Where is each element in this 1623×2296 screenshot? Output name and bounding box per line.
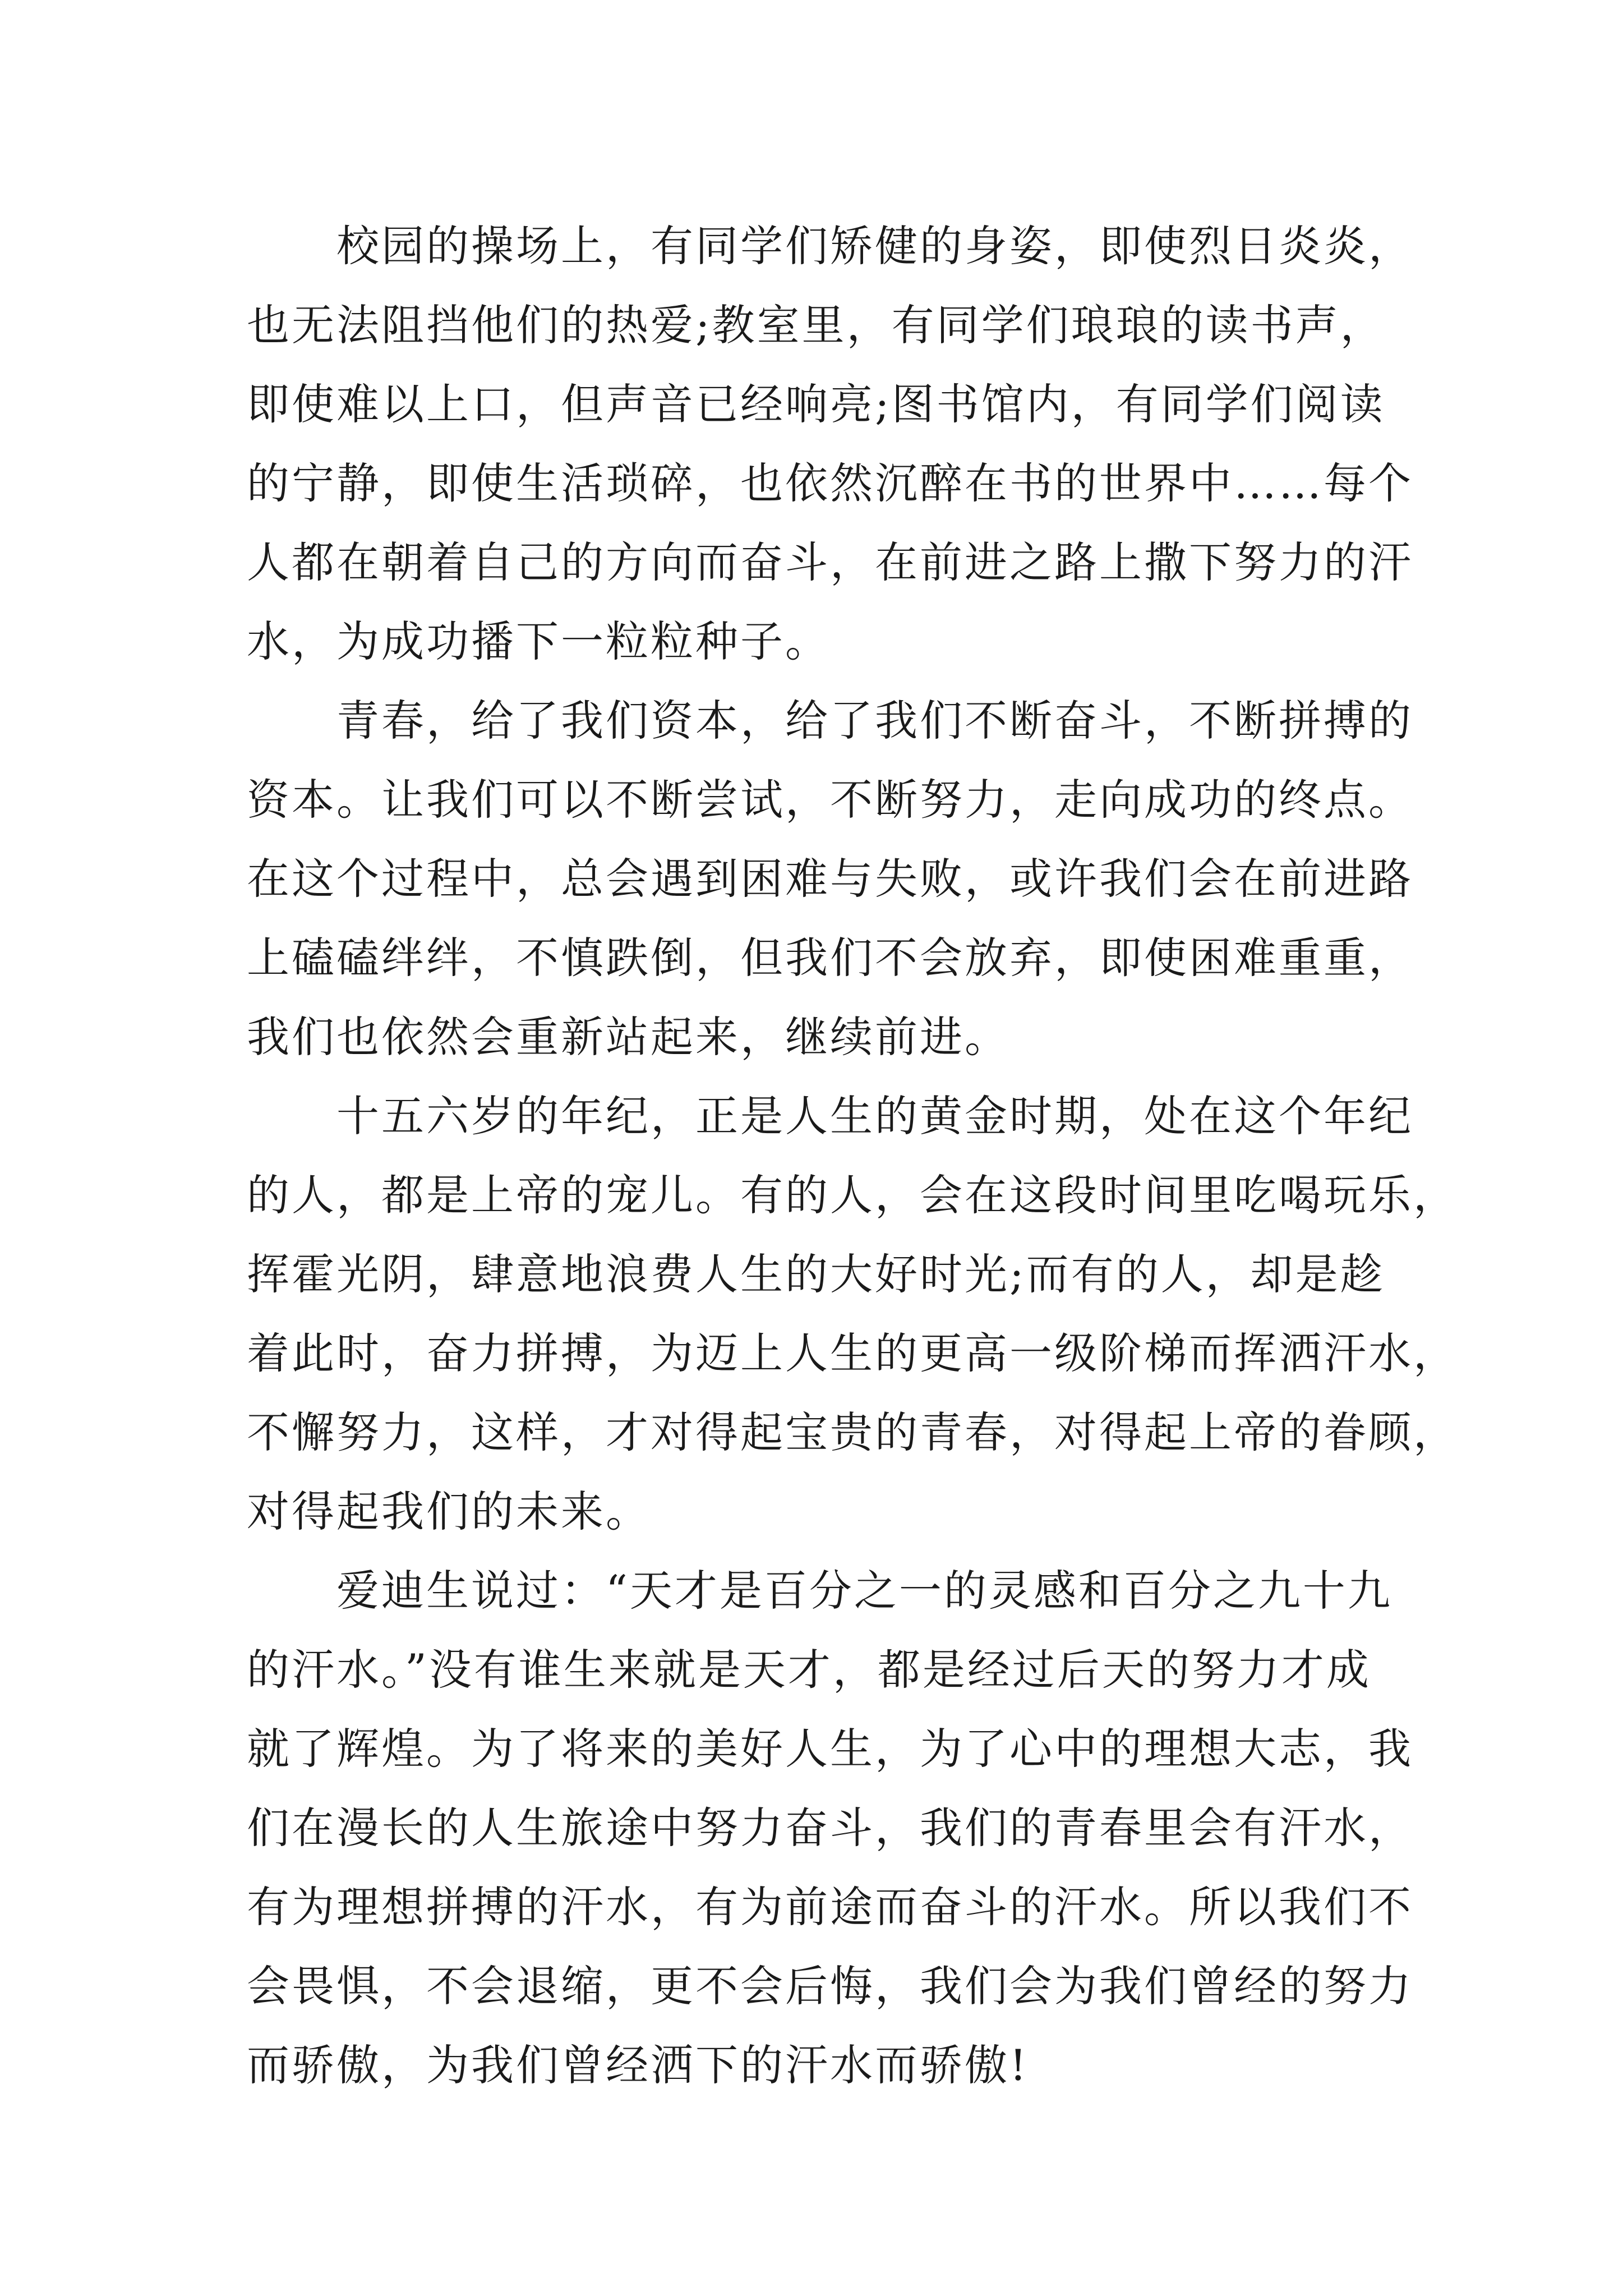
paragraph-line: 十五六岁的年纪，正是人生的黄金时期，处在这个年纪	[336, 1091, 1413, 1141]
paragraph-line: 人都在朝着自己的方向而奋斗，在前进之路上撒下努力的汗	[247, 537, 1413, 587]
paragraph-3	[247, 1076, 1458, 1551]
paragraph-line: 上磕磕绊绊，不慎跌倒，但我们不会放弃，即使困难重重，	[247, 933, 1413, 983]
paragraph-line: 挥霍光阴，肆意地浪费人生的大好时光;而有的人，却是趁	[247, 1249, 1385, 1299]
paragraph-line: 而骄傲，为我们曾经洒下的汗水而骄傲!	[247, 2040, 1029, 2090]
paragraph-line: 的人，都是上帝的宠儿。有的人，会在这段时间里吃喝玩乐，	[247, 1170, 1458, 1220]
paragraph-line: 不懈努力，这样，才对得起宝贵的青春，对得起上帝的眷顾，	[247, 1407, 1458, 1457]
paragraph-2	[247, 681, 1413, 1076]
paragraph-line: 会畏惧，不会退缩，更不会后悔，我们会为我们曾经的努力	[247, 1961, 1413, 2011]
paragraph-line: 有为理想拼搏的汗水，有为前途而奋斗的汗水。所以我们不	[247, 1882, 1413, 1932]
paragraph-line: 对得起我们的未来。	[247, 1487, 651, 1536]
paragraph-line: 即使难以上口，但声音已经响亮;图书馆内，有同学们阅读	[247, 379, 1385, 429]
paragraph-line: 资本。让我们可以不断尝试，不断努力，走向成功的终点。	[247, 775, 1413, 825]
paragraph-line: 的汗水。”没有谁生来就是天才，都是经过后天的努力才成	[247, 1645, 1371, 1695]
paragraph-line: 青春，给了我们资本，给了我们不断奋斗，不断拼搏的	[336, 696, 1413, 746]
paragraph-line: 也无法阻挡他们的热爱;教室里，有同学们琅琅的读书声，	[247, 300, 1385, 350]
paragraph-line: 水，为成功播下一粒粒种子。	[247, 616, 830, 666]
paragraph-line: 的宁静，即使生活琐碎，也依然沉醉在书的世界中……每个	[247, 458, 1413, 508]
paragraph-line: 校园的操场上，有同学们矫健的身姿，即使烈日炎炎，	[336, 221, 1413, 271]
document-body	[247, 206, 1458, 2105]
paragraph-4	[247, 1551, 1413, 2105]
paragraph-line: 着此时，奋力拼搏，为迈上人生的更高一级阶梯而挥洒汗水，	[247, 1328, 1458, 1378]
paragraph-line: 在这个过程中，总会遇到困难与失败，或许我们会在前进路	[247, 854, 1413, 904]
paragraph-line: 我们也依然会重新站起来，继续前进。	[247, 1012, 1009, 1062]
paragraph-line: 爱迪生说过：“天才是百分之一的灵感和百分之九十九	[336, 1566, 1393, 1616]
paragraph-1	[247, 206, 1413, 681]
paragraph-line: 们在漫长的人生旅途中努力奋斗，我们的青春里会有汗水，	[247, 1803, 1413, 1853]
paragraph-line: 就了辉煌。为了将来的美好人生，为了心中的理想大志，我	[247, 1724, 1413, 1774]
